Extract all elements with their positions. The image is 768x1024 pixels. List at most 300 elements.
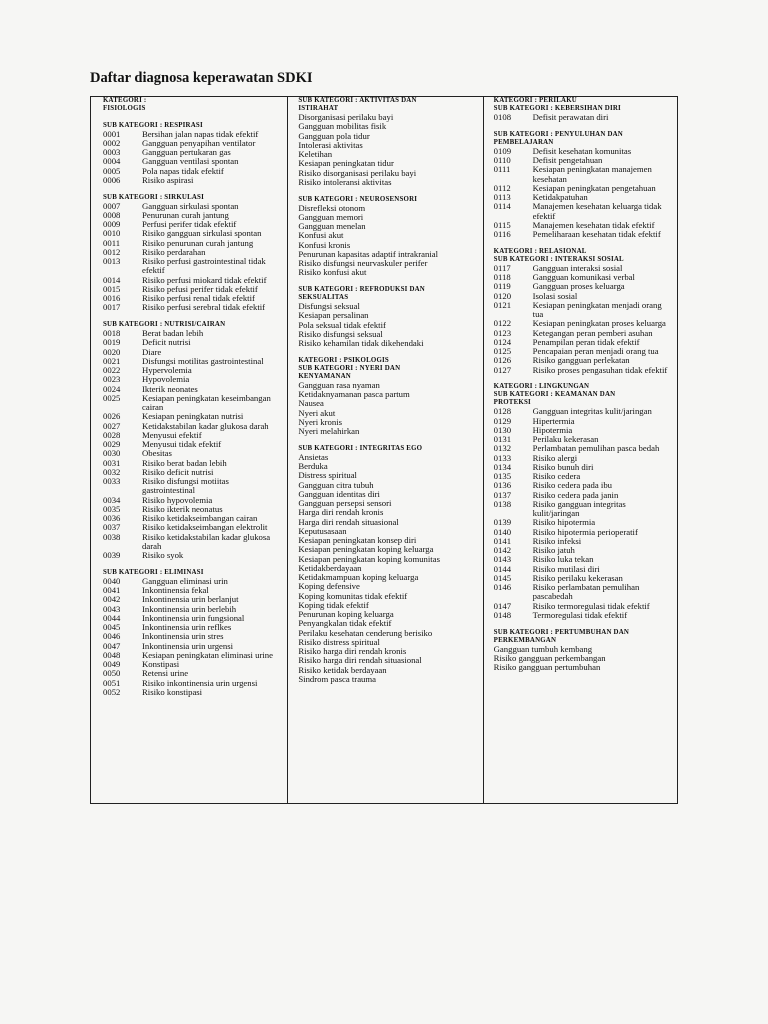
diagnosis-text: Penurunan koping keluarga — [298, 609, 394, 619]
diagnosis-text: Risiko disfungsi seksual — [298, 328, 383, 339]
category-section — [103, 194, 283, 313]
diagnosis-code: 0108 — [493, 112, 512, 122]
diagnosis-text: Inkontinensia urin reflkes — [142, 622, 232, 632]
diagnosis-text: Risiko perfusi serebral tidak efektif — [142, 302, 266, 313]
diagnosis-code: 0037 — [103, 522, 121, 533]
diagnosis-code: 0124 — [493, 336, 512, 347]
diagnosis-text: Kesiapan peningkatan tidur — [298, 158, 394, 169]
diagnosis-code: 0014 — [103, 274, 121, 285]
diagnosis-text: Hypervolemia — [142, 365, 192, 375]
diagnosis-text: Penurunan curah jantung — [142, 209, 229, 220]
diagnosis-code: 0140 — [493, 526, 512, 537]
diagnosis-code: 0006 — [103, 174, 121, 185]
diagnosis-text: Ketidakberdayaan — [298, 562, 362, 573]
diagnosis-row — [103, 660, 283, 669]
diagnosis-text: Risiko konfusi akut — [298, 267, 367, 278]
category-section — [298, 357, 478, 437]
diagnosis-row — [494, 202, 673, 221]
diagnosis-text: Konfusi kronis — [298, 239, 351, 250]
diagnosis-code: 0121 — [493, 299, 512, 310]
section-heading: SUB KATEGORI : ELIMINASI — [103, 568, 204, 576]
diagnosis-code: 0138 — [493, 498, 512, 509]
diagnosis-text: Pemeliharaan kesehatan tidak efektif — [532, 229, 661, 239]
diagnosis-text: Inkontinensia urin berlanjut — [142, 594, 239, 605]
diagnosis-code: 0148 — [493, 609, 512, 620]
diagnosis-text: Inkontinensia urin berlebih — [142, 603, 237, 614]
diagnosis-code: 0116 — [493, 229, 511, 239]
diagnosis-text: Risiko gangguan integritas kulit/jaringan — [532, 498, 626, 518]
diagnosis-table — [90, 96, 678, 804]
diagnosis-code: 0048 — [103, 649, 121, 660]
diagnosis-code: 0039 — [103, 550, 121, 560]
diagnosis-row — [103, 257, 283, 276]
diagnosis-text: Risiko gangguan perkembangan — [493, 652, 606, 663]
diagnosis-row — [103, 357, 283, 366]
diagnosis-code: 0005 — [103, 165, 121, 176]
diagnosis-text: Risiko ikterik neonatus — [142, 503, 223, 514]
diagnosis-code: 0123 — [493, 327, 512, 338]
diagnosis-row — [103, 366, 283, 375]
diagnosis-text: Obesitas — [142, 448, 172, 459]
diagnosis-code: 0045 — [103, 622, 121, 632]
diagnosis-row — [494, 366, 673, 375]
category-section — [494, 248, 673, 375]
diagnosis-code: 0132 — [493, 443, 512, 454]
section-heading: KATEGORI : RELASIONAL SUB KATEGORI : INTERAKSI SOSIAL — [493, 247, 624, 263]
table-column-1 — [91, 97, 287, 803]
diagnosis-code: 0025 — [103, 392, 121, 403]
diagnosis-text: Risiko alergi — [532, 452, 578, 463]
diagnosis-text: Menyusui efektif — [142, 429, 202, 440]
diagnosis-text: Nausea — [298, 398, 324, 409]
diagnosis-text: Kesiapan peningkatan proses keluarga — [532, 318, 666, 329]
diagnosis-code: 0126 — [493, 355, 512, 366]
diagnosis-text: Risiko aspirasi — [142, 174, 194, 185]
diagnosis-code: 0115 — [493, 219, 511, 230]
diagnosis-text: Risiko syok — [142, 550, 184, 560]
diagnosis-text: Perlambatan pemulihan pasca bedah — [532, 443, 660, 454]
diagnosis-text: Gangguan ventilasi spontan — [142, 156, 239, 167]
diagnosis-code: 0114 — [493, 201, 511, 212]
diagnosis-code: 0017 — [103, 302, 121, 313]
diagnosis-text: Inkontinensia fekal — [142, 585, 209, 595]
diagnosis-code: 0145 — [493, 572, 512, 583]
diagnosis-text: Kesiapan peningkatan keseimbangan cairan — [142, 392, 271, 412]
diagnosis-text: Risiko ketidak berdayaan — [298, 664, 387, 675]
diagnosis-text: Gangguan memori — [298, 211, 364, 222]
diagnosis-text: Risiko perfusi gastrointestinal tidak efektif — [142, 256, 266, 276]
diagnosis-code: 0117 — [493, 262, 511, 273]
diagnosis-text: Ketegangan peran pemberi asuhan — [532, 327, 653, 338]
diagnosis-text: Hypovolemia — [142, 374, 190, 385]
diagnosis-text: Risiko cedera pada janin — [532, 489, 619, 500]
diagnosis-text: Kesiapan peningkatan nutrisi — [142, 411, 244, 422]
diagnosis-text: Risiko perfusi miokard tidak efektif — [142, 274, 267, 285]
diagnosis-code: 0001 — [103, 128, 121, 139]
diagnosis-code: 0113 — [493, 192, 511, 202]
diagnosis-text: Kesiapan peningkatan konsep diri — [298, 535, 417, 545]
diagnosis-text: Risiko ketidakseimbangan cairan — [142, 513, 258, 523]
diagnosis-text: Hipotermia — [532, 424, 573, 435]
diagnosis-code: 0042 — [103, 594, 121, 605]
diagnosis-code: 0139 — [493, 517, 512, 528]
diagnosis-row — [103, 688, 283, 697]
diagnosis-code: 0134 — [493, 461, 512, 472]
diagnosis-text: Hipertermia — [532, 415, 575, 426]
diagnosis-text: Deficit nutrisi — [142, 337, 191, 348]
diagnosis-text: Sindrom pasca trauma — [298, 673, 377, 684]
diagnosis-code: 0023 — [103, 374, 121, 385]
diagnosis-code: 0112 — [493, 182, 511, 193]
diagnosis-row — [494, 113, 673, 122]
diagnosis-text: Koping defensive — [298, 581, 360, 592]
diagnosis-text: Kesiapan peningkatan menjadi orang tua — [532, 299, 662, 319]
diagnosis-row — [494, 417, 673, 426]
diagnosis-text: Gangguan penyapihan ventilator — [142, 137, 256, 148]
diagnosis-row — [103, 303, 283, 312]
diagnosis-text: Kesiapan persalinan — [298, 310, 369, 321]
diagnosis-code: 0122 — [493, 318, 512, 329]
diagnosis-code: 0031 — [103, 457, 121, 468]
diagnosis-row — [494, 301, 673, 320]
diagnosis-text: Risiko infeksi — [532, 535, 582, 546]
diagnosis-text: Risiko pefusi perifer tidak efektif — [142, 283, 258, 294]
diagnosis-code: 0010 — [103, 228, 121, 239]
diagnosis-code: 0022 — [103, 365, 121, 375]
diagnosis-text: Penyangkalan tidak efektif — [298, 618, 392, 629]
diagnosis-code: 0024 — [103, 383, 121, 394]
diagnosis-text: Risiko inkontinensia urin urgensi — [142, 677, 258, 688]
diagnosis-text: Isolasi sosial — [532, 290, 578, 301]
diagnosis-text: Risiko berat badan lebih — [142, 457, 227, 468]
diagnosis-code: 0013 — [103, 256, 121, 266]
diagnosis-row — [494, 537, 673, 546]
section-heading: KATEGORI : LINGKUNGAN SUB KATEGORI : KEAMANAN DAN PROTEKSI — [493, 383, 616, 407]
diagnosis-code: 0131 — [493, 434, 512, 444]
diagnosis-code: 0004 — [103, 156, 121, 167]
diagnosis-text: Ketidakstabilan kadar glukosa darah — [142, 420, 269, 431]
diagnosis-code: 0035 — [103, 503, 121, 514]
diagnosis-code: 0142 — [493, 545, 512, 555]
diagnosis-text: Gangguan menelan — [298, 221, 366, 231]
diagnosis-text: Risiko gangguan sirkulasi spontan — [142, 228, 262, 239]
diagnosis-text: Menyusui tidak efektif — [142, 439, 222, 449]
diagnosis-row — [494, 500, 673, 519]
diagnosis-text: Intolerasi aktivitas — [298, 139, 363, 150]
diagnosis-text: Risiko cedera pada ibu — [532, 480, 613, 491]
diagnosis-text: Risiko penurunan curah jantung — [142, 237, 254, 248]
diagnosis-code: 0109 — [493, 145, 512, 156]
diagnosis-text: Risiko intoleransi aktivitas — [298, 176, 392, 187]
diagnosis-text: Risiko proses pengasuhan tidak efektif — [532, 364, 668, 375]
diagnosis-code: 0118 — [493, 272, 511, 282]
diagnosis-row — [494, 282, 673, 291]
diagnosis-text: Risiko ketidakseimbangan elektrolit — [142, 522, 268, 533]
diagnosis-text: Harga diri rendah kronis — [298, 507, 384, 518]
section-heading: KATEGORI : PSIKOLOGIS SUB KATEGORI : NYERI DAN KENYAMANAN — [298, 356, 401, 380]
diagnosis-text: Risiko harga diri rendah situasional — [298, 655, 422, 666]
diagnosis-text: Risiko disorganisasi perilaku bayi — [298, 167, 417, 178]
diagnosis-text: Perilaku kekerasan — [532, 434, 599, 444]
section-heading: SUB KATEGORI : RESPIRASI — [103, 121, 203, 129]
diagnosis-text: Risiko bunuh diri — [532, 461, 594, 472]
page-title: Daftar diagnosa keperawatan SDKI — [90, 70, 313, 86]
diagnosis-text: Risiko hipotermia — [532, 517, 596, 528]
diagnosis-text: Risiko luka tekan — [532, 554, 594, 565]
diagnosis-row — [103, 440, 283, 449]
diagnosis-text: Defisit pengetahuan — [532, 155, 603, 165]
diagnosis-code: 0030 — [103, 448, 121, 459]
section-heading: KATEGORI : FISIOLOGIS — [103, 97, 147, 112]
diagnosis-text: Ikterik neonates — [142, 383, 198, 394]
diagnosis-text: Risiko perilaku kekerasan — [532, 572, 623, 583]
diagnosis-text: Inkontinensia urin stres — [142, 631, 224, 642]
diagnosis-row — [103, 477, 283, 496]
diagnosis-code: 0052 — [103, 686, 121, 697]
diagnosis-text: Kesiapan peningkatan koping komunitas — [298, 553, 440, 564]
diagnosis-text: Risiko konstipasi — [142, 686, 203, 697]
diagnosis-code: 0044 — [103, 612, 121, 623]
diagnosis-text: Gangguan identitas diri — [298, 488, 380, 499]
diagnosis-code: 0127 — [493, 364, 512, 375]
section-heading: SUB KATEGORI : PERTUMBUHAN DAN PERKEMBANGAN — [493, 628, 630, 644]
diagnosis-text: Risiko perlambatan pemulihan pascabedah — [532, 582, 640, 602]
diagnosis-text: Keletihan — [298, 149, 333, 159]
diagnosis-code: 0141 — [493, 535, 512, 546]
diagnosis-text: Kesiapan peningkatan pengetahuan — [532, 182, 656, 193]
diagnosis-text: Berduka — [298, 461, 328, 471]
diagnosis-code: 0026 — [103, 411, 121, 422]
diagnosis-text: Nyeri melahirkan — [298, 426, 360, 436]
diagnosis-text: Risiko ketidakstabilan kadar glukosa darah — [142, 531, 271, 551]
diagnosis-text: Risiko perdarahan — [142, 246, 206, 257]
diagnosis-text: Disrefleksi otonom — [298, 202, 366, 213]
diagnosis-text: Risiko perfusi renal tidak efektif — [142, 293, 255, 303]
diagnosis-code: 0128 — [493, 406, 512, 417]
diagnosis-code: 0009 — [103, 219, 121, 229]
diagnosis-code: 0036 — [103, 513, 121, 523]
category-section — [494, 629, 673, 673]
diagnosis-text: Penampilan peran tidak efektif — [532, 336, 640, 347]
diagnosis-code: 0111 — [493, 164, 511, 175]
diagnosis-code: 0020 — [103, 346, 121, 357]
diagnosis-code: 0016 — [103, 293, 121, 303]
category-section — [494, 131, 673, 240]
section-heading: SUB KATEGORI : NUTRISI/CAIRAN — [103, 321, 226, 328]
diagnosis-text: Pola napas tidak efektif — [142, 165, 224, 176]
section-heading: SUB KATEGORI : PENYULUHAN DAN PEMBELAJARAN — [493, 130, 623, 146]
diagnosis-code: 0040 — [103, 575, 121, 586]
diagnosis-row — [494, 463, 673, 472]
diagnosis-text: Keputusasaan — [298, 525, 347, 536]
diagnosis-code: 0120 — [493, 290, 512, 301]
diagnosis-code: 0043 — [103, 603, 121, 614]
diagnosis-text: Penurunan kapasitas adaptif intrakranial — [298, 248, 439, 259]
diagnosis-code: 0032 — [103, 466, 121, 477]
diagnosis-text: Harga diri rendah situasional — [298, 516, 399, 527]
diagnosis-code: 0012 — [103, 246, 121, 257]
category-section — [494, 383, 673, 620]
diagnosis-row — [103, 167, 283, 176]
diagnosis-text: Pencapaian peran menjadi orang tua — [532, 346, 659, 356]
diagnosis-code: 0028 — [103, 429, 121, 440]
diagnosis-text: Gangguan citra tubuh — [298, 479, 374, 490]
section-heading: KATEGORI : PERILAKU SUB KATEGORI : KEBERSIHAN DIRI — [493, 97, 621, 112]
category-section — [103, 569, 283, 697]
diagnosis-text: Gangguan interaksi sosial — [532, 262, 623, 273]
diagnosis-row — [103, 329, 283, 338]
diagnosis-text: Inkontinensia urin fungsional — [142, 612, 245, 623]
diagnosis-text: Risiko mutilasi diri — [532, 563, 600, 574]
diagnosis-row — [494, 444, 673, 453]
category-section — [298, 445, 478, 684]
diagnosis-text: Risiko cedera — [532, 471, 581, 481]
diagnosis-row — [103, 394, 283, 413]
diagnosis-text: Pola seksual tidak efektif — [298, 319, 386, 330]
diagnosis-code: 0129 — [493, 415, 512, 426]
diagnosis-code: 0011 — [103, 237, 121, 248]
category-section — [103, 122, 283, 186]
diagnosis-text: Manajemen kesehatan tidak efektif — [532, 219, 655, 230]
diagnosis-code: 0021 — [103, 355, 121, 366]
diagnosis-code: 0019 — [103, 337, 121, 348]
diagnosis-code: 0041 — [103, 585, 121, 595]
diagnosis-text: Termoregulasi tidak efektif — [532, 609, 628, 620]
diagnosis-code: 0137 — [493, 489, 512, 500]
diagnosis-text: Manajemen kesehatan keluarga tidak efektif — [532, 201, 662, 221]
diagnosis-text: Defisit kesehatan komunitas — [532, 145, 632, 156]
diagnosis-text: Disorganisasi perilaku bayi — [298, 112, 394, 122]
diagnosis-text: Gangguan tumbuh kembang — [493, 643, 593, 654]
diagnosis-text: Gangguan sirkulasi spontan — [142, 200, 239, 211]
diagnosis-code: 0034 — [103, 494, 121, 505]
diagnosis-code: 0007 — [103, 200, 121, 211]
diagnosis-text: Koping komunitas tidak efektif — [298, 590, 408, 601]
diagnosis-code: 0018 — [103, 328, 121, 338]
diagnosis-text: Ketidakmampuan koping keluarga — [298, 572, 419, 582]
diagnosis-row — [494, 528, 673, 537]
section-heading: SUB KATEGORI : NEUROSENSORI — [298, 195, 418, 203]
section-heading: SUB KATEGORI : INTEGRITAS EGO — [298, 444, 423, 452]
diagnosis-text: Diare — [142, 346, 162, 357]
diagnosis-code: 0038 — [103, 531, 121, 542]
diagnosis-code: 0027 — [103, 420, 121, 431]
diagnosis-code: 0029 — [103, 439, 121, 449]
diagnosis-text: Gangguan persepsi sensori — [298, 498, 392, 508]
category-section — [103, 97, 283, 113]
diagnosis-code: 0046 — [103, 631, 121, 642]
diagnosis-text: Risiko kehamilan tidak dikehendaki — [298, 338, 424, 348]
diagnosis-text: Kesiapan peningkatan eliminasi urine — [142, 649, 273, 660]
diagnosis-code: 0033 — [103, 476, 121, 486]
diagnosis-text: Risiko jatuh — [532, 545, 575, 555]
diagnosis-text: Risiko hypovolemia — [142, 494, 213, 505]
category-section — [494, 97, 673, 122]
diagnosis-text: Nyeri kronis — [298, 416, 342, 427]
diagnosis-text: Kesiapan peningkatan koping keluarga — [298, 544, 434, 555]
diagnosis-text: Disfungsi seksual — [298, 301, 360, 311]
diagnosis-code: 0003 — [103, 147, 121, 157]
diagnosis-text: Defisit perawatan diri — [532, 112, 609, 122]
diagnosis-text: Distress spiritual — [298, 470, 357, 481]
diagnosis-code: 0119 — [493, 281, 511, 292]
category-section — [298, 97, 478, 187]
diagnosis-text: Risiko distress spiritual — [298, 636, 380, 647]
diagnosis-row — [494, 583, 673, 602]
diagnosis-row — [494, 611, 673, 620]
diagnosis-code: 0002 — [103, 137, 121, 148]
diagnosis-code: 0130 — [493, 424, 512, 435]
diagnosis-text: Gangguan rasa nyaman — [298, 379, 380, 390]
diagnosis-text: Nyeri akut — [298, 407, 336, 418]
diagnosis-text: Konfusi akut — [298, 230, 344, 241]
diagnosis-code: 0133 — [493, 452, 512, 463]
diagnosis-text: Risiko disfungsi neurvaskuler perifer — [298, 258, 428, 268]
diagnosis-text: Gangguan eliminasi urin — [142, 575, 228, 586]
diagnosis-text: Bersihan jalan napas tidak efektif — [142, 128, 259, 139]
diagnosis-row — [103, 533, 283, 552]
category-section — [298, 286, 478, 348]
diagnosis-text: Ansietas — [298, 451, 329, 462]
diagnosis-text: Gangguan mobilitas fisik — [298, 121, 387, 132]
diagnosis-row — [103, 338, 283, 347]
diagnosis-text: Perfusi perifer tidak efektif — [142, 219, 237, 229]
diagnosis-text: Koping tidak efektif — [298, 599, 369, 610]
diagnosis-code: 0015 — [103, 283, 121, 294]
diagnosis-text: Kesiapan peningkatan manajemen kesehatan — [532, 164, 652, 184]
section-heading: SUB KATEGORI : AKTIVITAS DAN ISTIRAHAT — [298, 97, 417, 112]
category-section — [298, 196, 478, 278]
diagnosis-text: Gangguan komunikasi verbal — [532, 272, 635, 282]
diagnosis-code: 0147 — [493, 600, 512, 611]
category-section — [103, 321, 283, 560]
diagnosis-code: 0144 — [493, 563, 512, 574]
diagnosis-text: Berat badan lebih — [142, 328, 204, 338]
diagnosis-text: Gangguan pertukaran gas — [142, 147, 231, 157]
diagnosis-text: Konstipasi — [142, 659, 180, 669]
diagnosis-text: Gangguan proses keluarga — [532, 281, 625, 292]
diagnosis-code: 0143 — [493, 554, 512, 565]
diagnosis-text: Inkontinensia urin urgensi — [142, 640, 234, 651]
diagnosis-code: 0008 — [103, 209, 121, 220]
diagnosis-text: Risiko hipotermia perioperatif — [532, 526, 638, 537]
diagnosis-code: 0050 — [103, 668, 121, 679]
diagnosis-text: Risiko termoregulasi tidak efektif — [532, 600, 650, 611]
diagnosis-code: 0051 — [103, 677, 121, 688]
diagnosis-row — [103, 651, 283, 660]
diagnosis-code: 0136 — [493, 480, 512, 491]
diagnosis-text: Gangguan integritas kulit/jaringan — [532, 406, 652, 417]
diagnosis-text: Ketidaknyamanan pasca partum — [298, 389, 410, 399]
diagnosis-row — [494, 165, 673, 184]
diagnosis-code: 0049 — [103, 659, 121, 669]
diagnosis-row — [494, 230, 673, 239]
diagnosis-text: Retensi urine — [142, 668, 189, 679]
diagnosis-text: Risiko gangguan perlekatan — [532, 355, 630, 366]
diagnosis-text: Risiko disfungsi motiitas gastrointestinal — [142, 476, 229, 496]
section-heading: SUB KATEGORI : SIRKULASI — [103, 193, 204, 201]
table-column-2 — [287, 97, 482, 803]
diagnosis-text: Risiko harga diri rendah kronis — [298, 646, 407, 656]
diagnosis-code: 0146 — [493, 582, 512, 592]
diagnosis-code: 0110 — [493, 155, 511, 165]
diagnosis-text: Disfungsi motilitas gastrointestinal — [142, 355, 264, 366]
diagnosis-row — [494, 407, 673, 416]
diagnosis-text: Risiko deficit nutrisi — [142, 466, 214, 477]
diagnosis-row — [103, 551, 283, 560]
diagnosis-code: 0125 — [493, 346, 512, 356]
section-heading: SUB KATEGORI : REFRODUKSI DAN SEKSUALITAS — [298, 286, 425, 301]
